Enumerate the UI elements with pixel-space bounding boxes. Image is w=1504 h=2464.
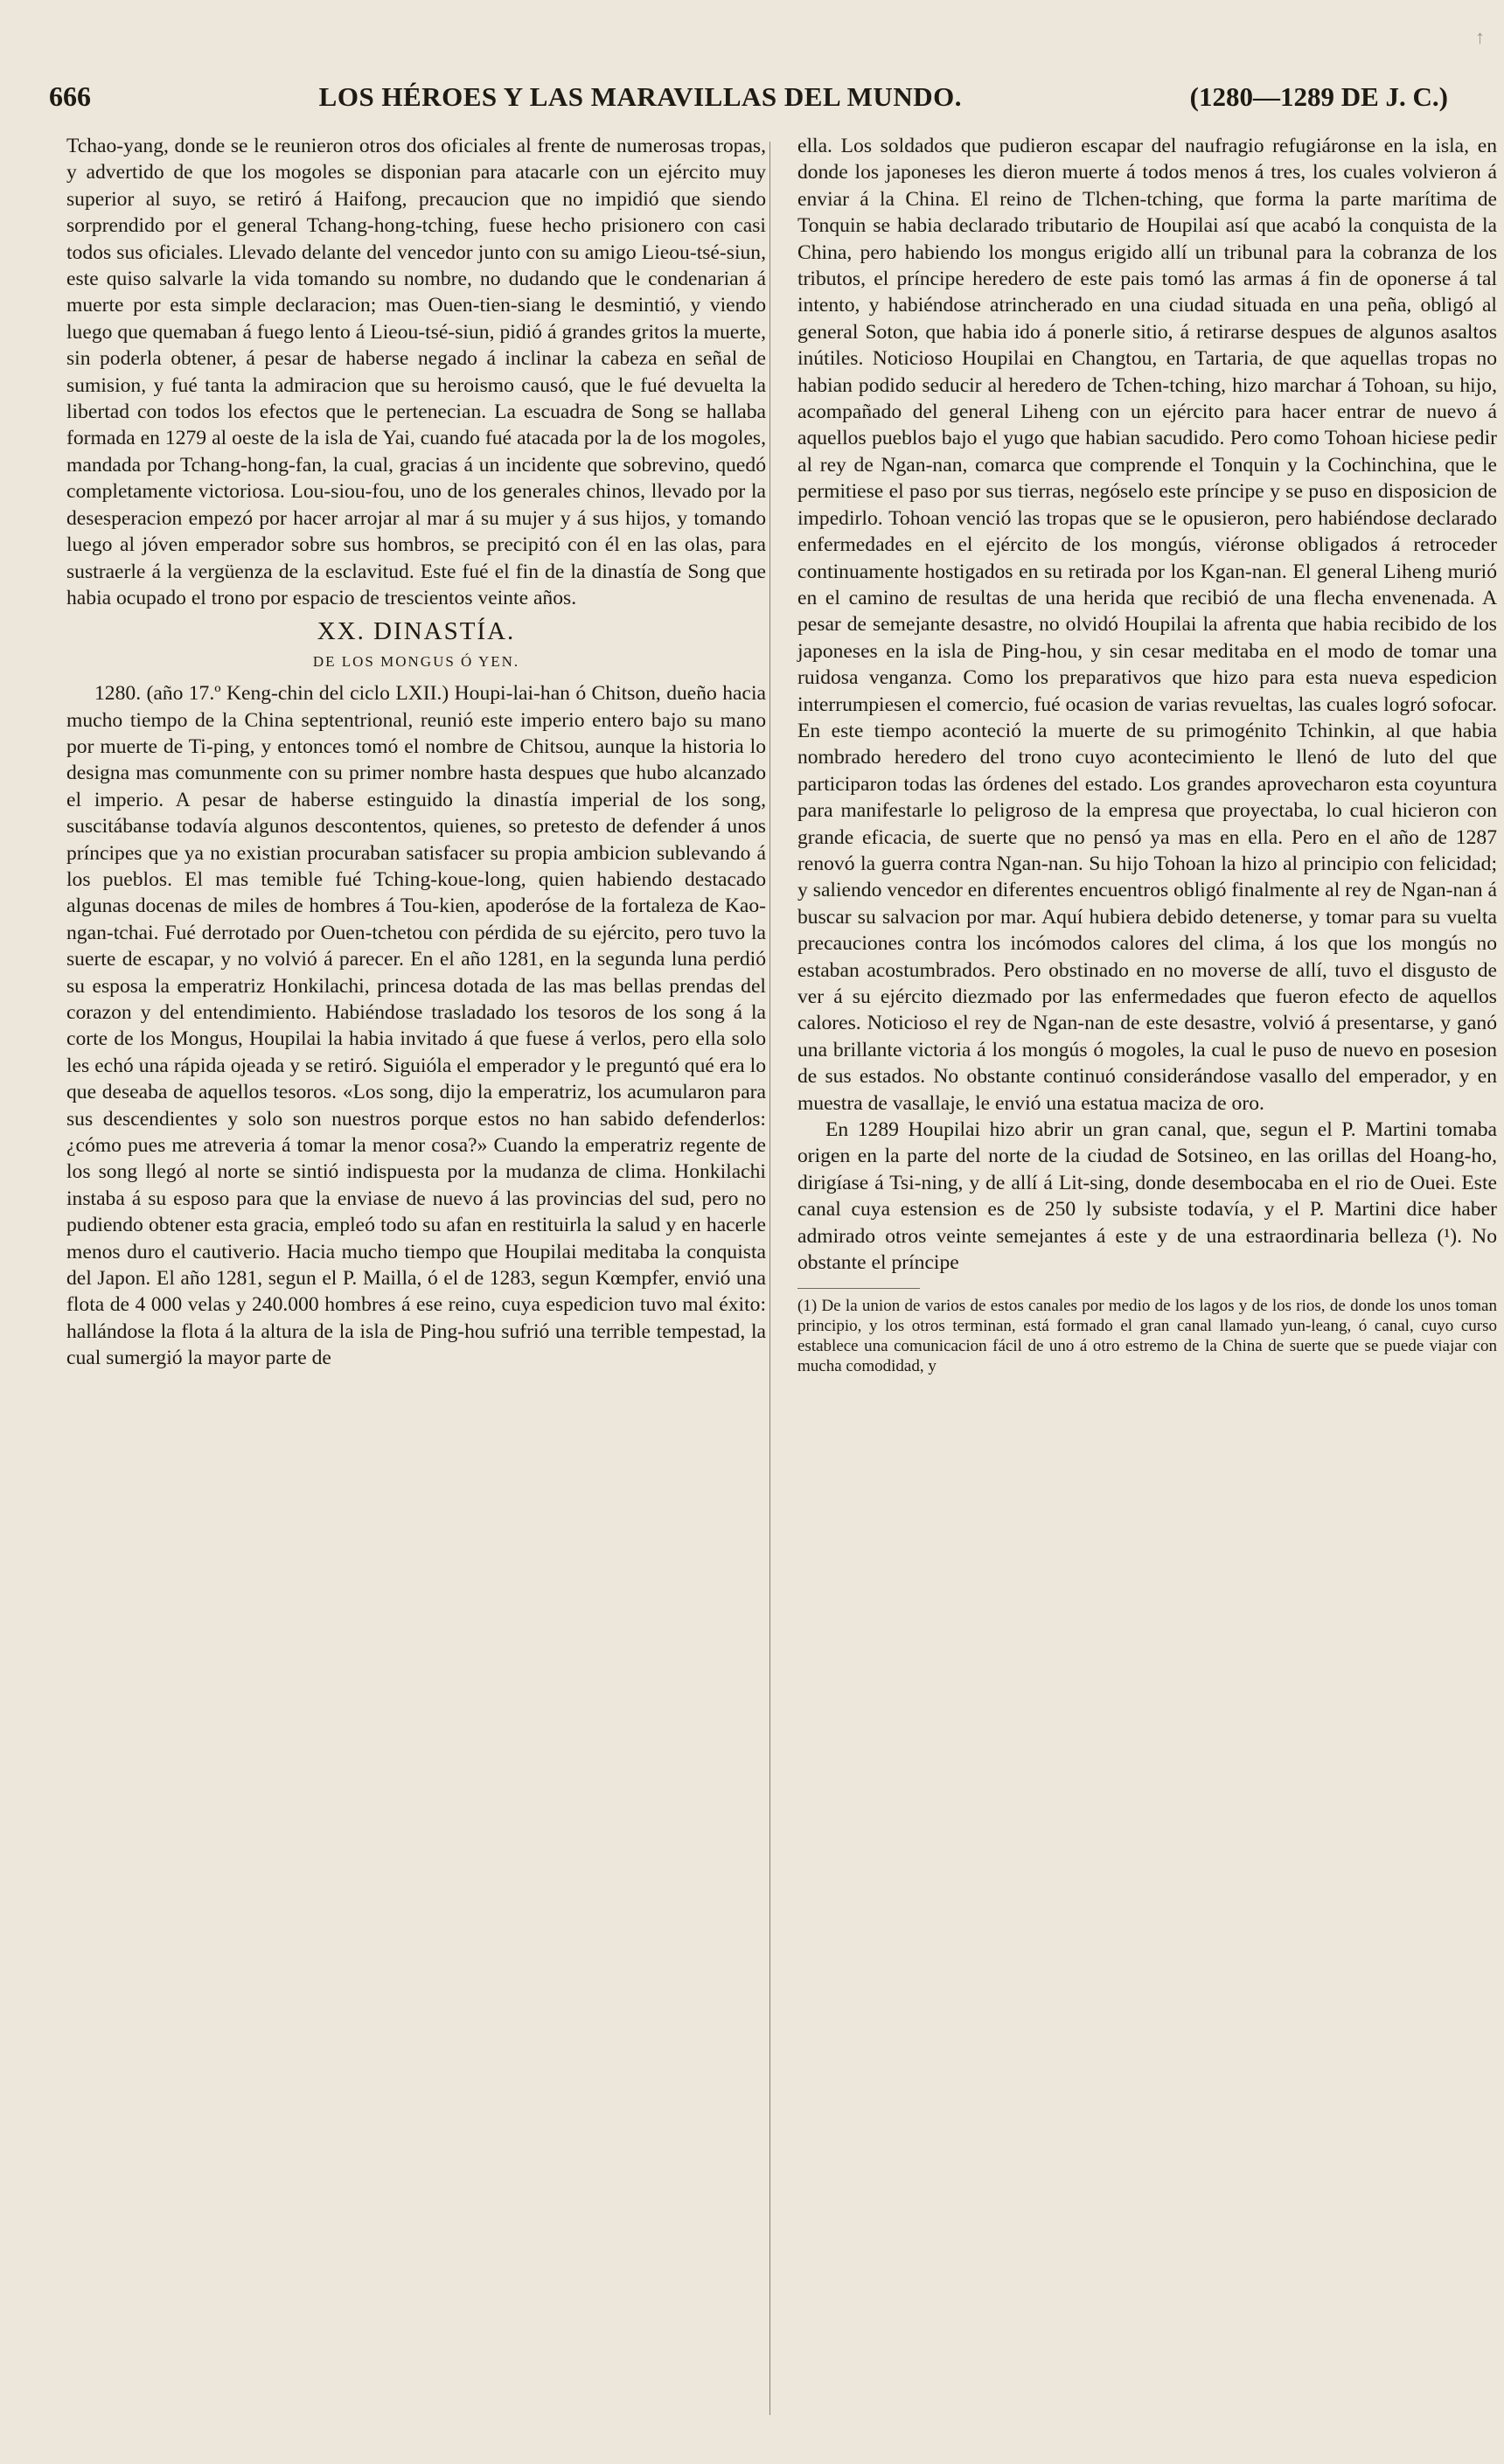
right-column bbox=[797, 133, 1497, 1376]
footnote: (1) De la union de varios de estos canales por medio de los lagos y de los rios, de donde los unos toman principio, y los otros terminan, está formado el gran canal llamado yun-leang, ó canal, cuyo curso establece una comunicacion fácil de uno á otro estremo de la China de suerte que se puede viajar con mucha comodidad, y bbox=[797, 1297, 1497, 1376]
right-paragraph-1: ella. Los soldados que pudieron escapar del naufragio refugiáronse en la isla, en donde los japoneses les dieron muerte á todos menos á tres, los cuales volvieron á enviar á la China. El reino de Tlchen-tching, que forma la parte marítima de Tonquin se habia declarado tributario de Houpilai así que acabó la conquista de la China, pero habiendo los mongus erigido allí un tribunal para la cobranza de los tributos, el príncipe heredero de este pais tomó las armas á fin de oponerse á tal intento, y habiéndose atrincherado en una ciudad situada en una peña, obligó al general Soton, que habia ido á ponerle sitio, á retirarse despues de algunos asaltos inútiles. Noticioso Houpilai en Changtou, en Tartaria, de que aquellas tropas no habian podido seducir al heredero de Tchen-tching, hizo marchar á Tohoan, su hijo, acompañado del general Liheng con un ejército para hacer entrar de nuevo á aquellos pueblos bajo el yugo que habian sacudido. Pero como Tohoan hiciese pedir al rey de Ngan-nan, comarca que comprende el Tonquin y la Cochinchina, que le permitiese el paso por sus tierras, negóselo este príncipe y se puso en disposicion de impedirlo. Tohoan venció las tropas que se le opusieron, pero habiéndose declarado enfermedades en el ejército de los mongús, viéronse obligados á retroceder continuamente hostigados en su retirada por los Kgan-nan. El general Liheng murió en el camino de resultas de una herida que recibió de una flecha envenenada. A pesar de semejante desastre, no olvidó Houpilai la afrenta que habia recibido de los japoneses en la isla de Ping-hou, y sin cesar meditaba en el modo de tomar una ruidosa venganza. Como los preparativos que hizo para esta nueva espedicion interrumpiesen el comercio, fué ocasion de varias revueltas, las cuales logró sofocar. En este tiempo aconteció la muerte de su primogénito Tchinkin, al que habia nombrado heredero del trono cuyo acontecimiento le llenó de luto del que participaron todas las órdenes del estado. Los grandes aprovecharon esta coyuntura para manifestarle lo peligroso de la empresa que proyectaba, lo cual hicieron con grande eficacia, de suerte que no pensó ya mas en ella. Pero en el año de 1287 renovó la guerra contra Ngan-nan. Su hijo Tohoan la hizo al principio con felicidad; y saliendo vencedor en diferentes encuentros obligó finalmente al rey de Ngan-nan á buscar su salvacion por mar. Aquí hubiera debido detenerse, y tomar para su vuelta precauciones contra los incómodos calores del clima, á los que los mongús no estaban acostumbrados. Pero obstinado en no moverse de allí, tuvo el disgusto de ver á su ejército diezmado por las enfermedades que fueron efecto de aquellos calores. Noticioso el rey de Ngan-nan de este desastre, volvió á presentarse, y ganó una brillante victoria á los mongús ó mogoles, la cual le puso de nuevo en posesion de sus estados. No obstante continuó considerándose vasallo del emperador, y en muestra de vasallaje, le envió una estatua maciza de oro. bbox=[797, 135, 1497, 1115]
corner-mark: ↑ bbox=[1475, 26, 1485, 48]
date-range: (1280—1289 DE J. C.) bbox=[1189, 81, 1448, 112]
page-number: 666 bbox=[49, 80, 91, 112]
column-divider bbox=[769, 142, 770, 2415]
running-header bbox=[49, 80, 1448, 126]
footnote-rule bbox=[797, 1288, 920, 1289]
left-paragraph-2: 1280. (año 17.º Keng-chin del ciclo LXII.) Houpi-lai-han ó Chitson, dueño hacia mucho tiempo de la China septentrional, reunió este imperio entero bajo su mano por muerte de Ti-ping, y entonces tomó el nombre de Chitsou, aunque la historia lo designa mas comunmente con su primer nombre hasta despues que hubo alcanzado el imperio. A pesar de haberse estinguido la dinastía imperial de los song, suscitábanse todavía algunos descontentos, quienes, so pretesto de defender á unos príncipes que ya no existian procuraban satisfacer su propia ambicion sublevando á los pueblos. El mas temible fué Tching-koue-long, quien habiendo destacado algunas docenas de miles de hombres á Tou-kien, apoderóse de la fortaleza de Kao-ngan-tchai. Fué derrotado por Ouen-tchetou con pérdida de su ejército, pero tuvo la suerte de escapar, y no volvió á parecer. En el año 1281, en la segunda luna perdió su esposa la emperatriz Honkilachi, princesa dotada de las mas bellas prendas del corazon y del entendimiento. Habiéndose trasladado los tesoros de los song á la corte de los Mongus, Houpilai la habia invitado á que fuese á verlos, pero ella solo les echó una rápida ojeada y se retiró. Siguióla el emperador y le preguntó qué era lo que deseaba de aquellos tesoros. «Los song, dijo la emperatriz, los acumularon para sus descendientes y solo son nuestros porque estos no han sabido defenderlos: ¿cómo pues me atreveria á tomar la menor cosa?» Cuando la emperatriz regente de los song llegó al norte se sintió indispuesta por la mudanza de clima. Honkilachi instaba á su esposo para que la enviase de nuevo á las provincias del sud, pero no pudiendo obtener esta gracia, empleó todo su afan en restituirla la salud y en hacerle menos duro el cautiverio. Hacia mucho tiempo que Houpilai meditaba la conquista del Japon. El año 1281, segun el P. Mailla, ó el de 1283, segun Kœmpfer, envió una flota de 4 000 velas y 240.000 hombres á ese reino, cuya espedicion tuvo mal éxito: hallándose la flota á la altura de la isla de Ping-hou sufrió una terrible tempestad, la cual sumergió la mayor parte de bbox=[66, 682, 766, 1370]
running-title: LOS HÉROES Y LAS MARAVILLAS DEL MUNDO. bbox=[318, 81, 962, 112]
left-column bbox=[66, 133, 766, 1372]
section-subtitle: DE LOS MONGUS Ó YEN. bbox=[312, 652, 520, 670]
section-title: XX. DINASTÍA. bbox=[317, 617, 516, 646]
left-paragraph-1: Tchao-yang, donde se le reunieron otros dos oficiales al frente de numerosas tropas, y advertido de que los mogoles se disponian para atacarle con un ejército muy superior al suyo, se retiró á Haifong, precaucion que no impidió que siendo sorprendido por el general Tchang-hong-tching, fuese hecho prisionero con casi todos sus oficiales. Llevado delante del vencedor junto con su amigo Lieou-tsé-siun, este quiso salvarle la vida tomando su nombre, no dudando que le condenarian á muerte por esta simple declaracion; mas Ouen-tien-siang le desmintió, y viendo luego que quemaban á fuego lento á Lieou-tsé-siun, pidió á grandes gritos la muerte, sin poderla obtener, á pesar de haberse negado á inclinar la cabeza en señal de sumision, y fué tanta la admiracion que su heroismo causó, que le fué devuelta la libertad con todos los efectos que le pertenecian. La escuadra de Song se hallaba formada en 1279 al oeste de la isla de Yai, cuando fué atacada por la de los mogoles, mandada por Tchang-hong-fan, la cual, gracias á un incidente que sobrevino, quedó completamente victoriosa. Lou-siou-fou, uno de los generales chinos, llevado por la desesperacion empezó por hacer arrojar al mar á su mujer y á sus hijos, y tomando luego al jóven emperador sobre sus hombros, se precipitó con él en las olas, para sustraerle á la vergüenza de la esclavitud. Este fué el fin de la dinastía de Song que habia ocupado el trono por espacio de trescientos veinte años. bbox=[66, 135, 766, 609]
right-paragraph-2: En 1289 Houpilai hizo abrir un gran canal, que, segun el P. Martini tomaba origen en la parte del norte de la ciudad de Sotsineo, en las orillas del Hoang-ho, dirigíase á Tsi-ning, y de allí á Lit-sing, donde desembocaba en el rio de Ouei. Este canal cuya estension es de 250 ly subsiste todavía, y el P. Martini dice haber admirado otros veinte semejantes á este y de una estraordinaria belleza (¹). No obstante el príncipe bbox=[797, 1118, 1497, 1275]
